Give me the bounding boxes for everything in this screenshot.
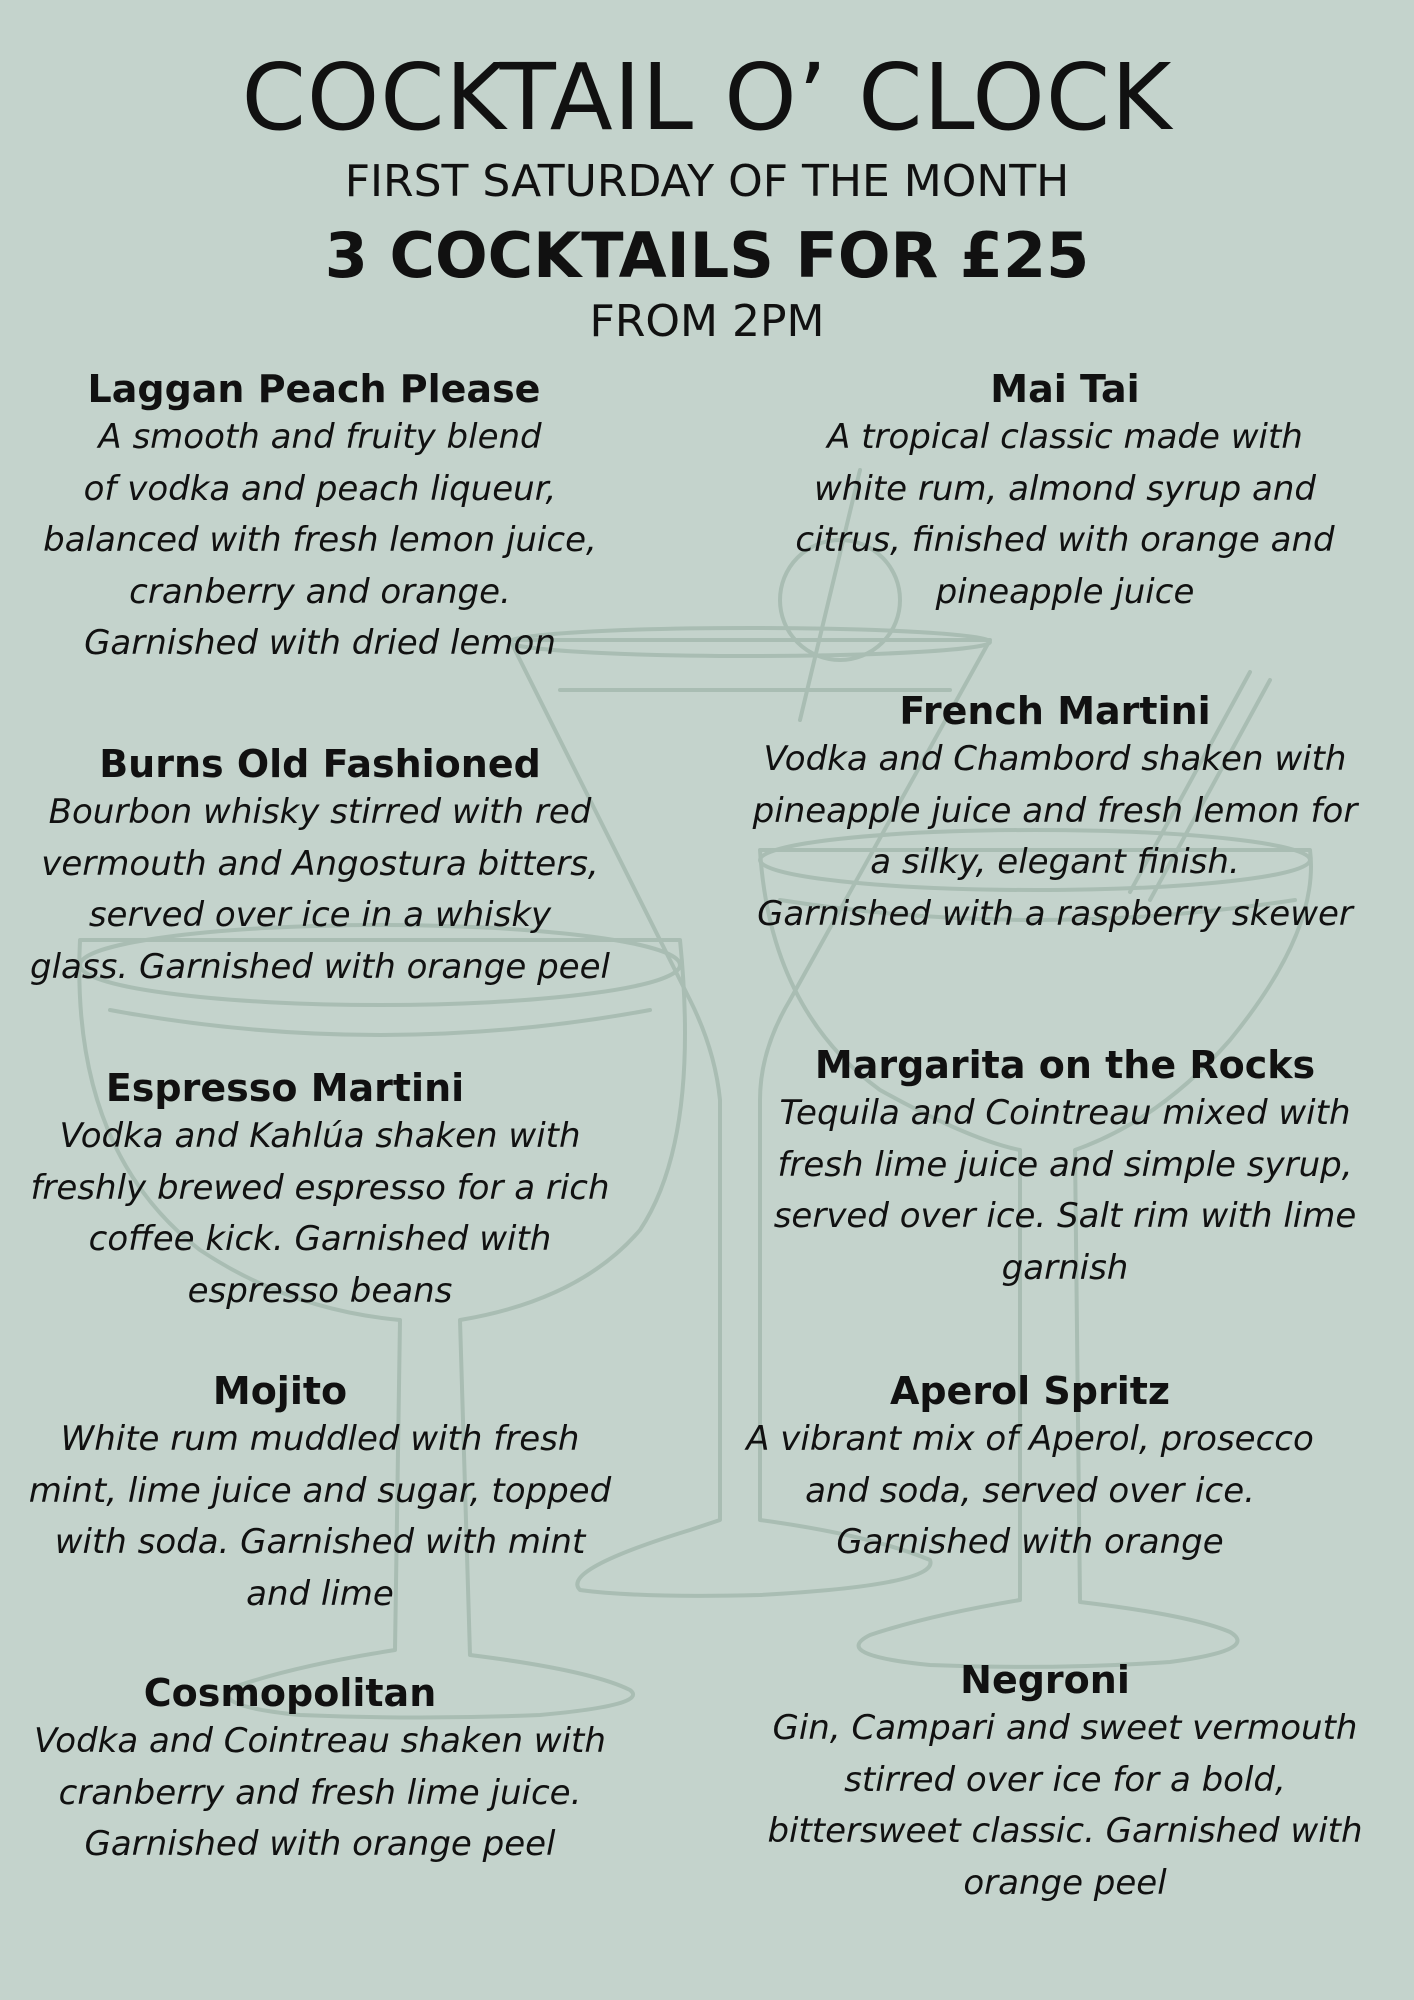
menu-item-laggan-peach-please xyxy=(20,366,620,670)
menu-item-name: Mai Tai xyxy=(990,367,1140,411)
menu-item-name: Cosmopolitan xyxy=(143,1671,437,1715)
page-title: COCKTAIL O’ CLOCK xyxy=(241,44,1173,151)
start-time: FROM 2PM xyxy=(589,296,825,347)
menu-item-description: Tequila and Cointreau mixed with fresh lime juice and simple syrup, served over ice. Salt rim with lime garnish xyxy=(773,1093,1357,1288)
menu-item-name: Laggan Peach Please xyxy=(87,367,541,411)
menu-item-name: Espresso Martini xyxy=(105,1066,465,1110)
menu-item-description: A tropical classic made with white rum, almond syrup and citrus, finished with orange and pineapple juice xyxy=(795,417,1335,612)
menu-item-description: Vodka and Kahlúa shaken with freshly brewed espresso for a rich coffee kick. Garnished with espresso beans xyxy=(30,1116,610,1311)
menu-item-burns-old-fashioned xyxy=(20,741,620,993)
menu-item-name: Margarita on the Rocks xyxy=(814,1043,1316,1087)
menu-item-negroni xyxy=(750,1657,1380,1909)
menu-item-name: Mojito xyxy=(212,1369,348,1413)
menu-item-cosmopolitan xyxy=(20,1670,620,1871)
menu-item-description: A smooth and fruity blend of vodka and peach liqueur, balanced with fresh lemon juice, cranberry and orange. Garnished with dried lemon xyxy=(43,417,597,663)
subtitle: FIRST SATURDAY OF THE MONTH xyxy=(344,156,1070,207)
menu-item-description: Vodka and Chambord shaken with pineapple juice and fresh lemon for a silky, elegant finish. Garnished with a raspberry skewer xyxy=(752,739,1358,934)
menu-item-margarita-on-the-rocks xyxy=(750,1042,1380,1294)
offer-headline: 3 COCKTAILS FOR £25 xyxy=(324,219,1090,292)
menu-item-name: French Martini xyxy=(899,689,1211,733)
menu-item-name: Negroni xyxy=(960,1658,1130,1702)
menu-item-espresso-martini xyxy=(20,1065,620,1317)
menu-item-french-martini xyxy=(730,688,1380,940)
menu-item-mojito xyxy=(20,1368,620,1620)
menu-item-aperol-spritz xyxy=(720,1368,1340,1569)
menu-item-mai-tai xyxy=(750,366,1380,618)
menu-item-description: Gin, Campari and sweet vermouth stirred over ice for a bold, bittersweet classic. Garnished with orange peel xyxy=(767,1708,1363,1903)
menu-item-description: A vibrant mix of Aperol, prosecco and soda, served over ice. Garnished with orange xyxy=(746,1419,1314,1562)
menu-item-description: Bourbon whisky stirred with red vermouth and Angostura bitters, served over ice in a whisky glass. Garnished with orange peel xyxy=(30,792,610,987)
menu-item-name: Aperol Spritz xyxy=(889,1369,1171,1413)
menu-item-description: Vodka and Cointreau shaken with cranberry and fresh lime juice. Garnished with orange peel xyxy=(34,1721,606,1864)
menu-item-description: White rum muddled with fresh mint, lime juice and sugar, topped with soda. Garnished with mint and lime xyxy=(28,1419,612,1614)
menu-item-name: Burns Old Fashioned xyxy=(99,742,541,786)
